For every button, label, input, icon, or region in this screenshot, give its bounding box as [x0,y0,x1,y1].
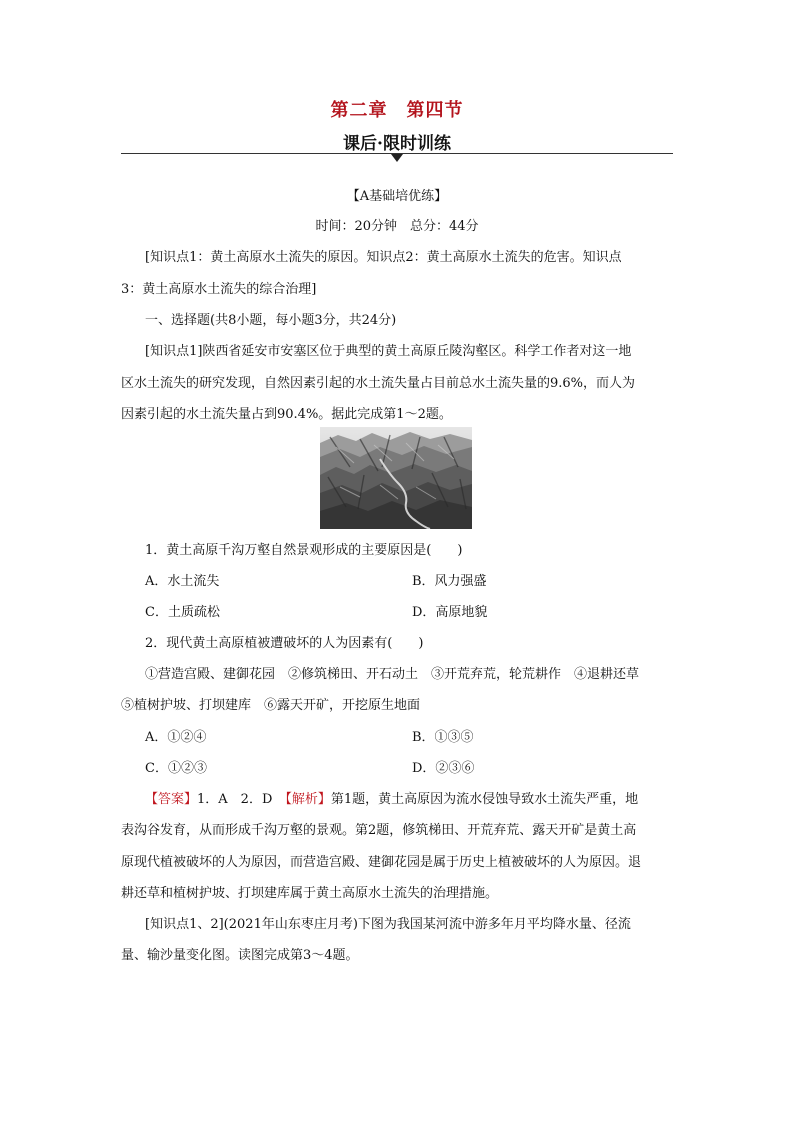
knowledge-points-line1: [知识点1：黄土高原水土流失的原因。知识点2：黄土高原水土流失的危害。知识点 [145,250,622,265]
time-info: 时间：20分钟 总分：44分 [315,219,479,234]
q2-items-line2: ⑤植树护坡、打坝建库 ⑥露天开矿，开挖原生地面 [121,698,421,713]
q1-option-a: A．水土流失 [145,574,220,589]
passage1-line3: 因素引起的水土流失量占到90.4%。据此完成第1～2题。 [121,407,452,422]
passage1-line2: 区水土流失的研究发现，自然因素引起的水土流失量占目前总水土流失量的9.6%，而人为 [121,376,636,391]
knowledge-points-line2: 3：黄土高原水土流失的综合治理] [121,282,317,297]
passage2-line2: 量、输沙量变化图。读图完成第3～4题。 [121,948,359,963]
analysis-text-line4: 耕还草和植树护坡、打坝建库属于黄土高原水土流失的治理措施。 [121,886,499,901]
analysis-text-line3: 原现代植被破坏的人为原因，而营造宫殿、建御花园是属于历史上植被破坏的人为原因。退 [121,855,642,870]
q1-option-d: D．高原地貌 [412,605,488,620]
q2-items-line1: ①营造宫殿、建御花园 ②修筑梯田、开石动土 ③开荒弃荒，轮荒耕作 ④退耕还草 [145,667,640,682]
practice-level-label: 【A基础培优练】 [346,189,448,204]
analysis-text-line1: 第1题，黄土高原因为流水侵蚀导致水土流失严重，地 [330,792,639,807]
passage1-line1: [知识点1]陕西省延安市安塞区位于典型的黄土高原丘陵沟壑区。科学工作者对这一地 [145,344,632,359]
answer-values: 1．A 2．D [197,792,286,807]
passage2-line1: [知识点1、2](2021年山东枣庄月考)下图为我国某河流中游多年月平均降水量、径流 [145,917,631,932]
q2-option-b: B．①③⑤ [412,730,474,745]
q2-option-a: A．①②④ [145,730,207,745]
section-subtitle: 课后·限时训练 [343,134,451,154]
analysis-text-line2: 表沟谷发育，从而形成千沟万壑的景观。第2题，修筑梯田、开荒弃荒、露天开矿是黄土高 [121,823,637,838]
analysis-label: 【解析】 [285,792,331,807]
q1-stem: 1．黄土高原千沟万壑自然景观形成的主要原因是( ) [145,543,463,558]
chapter-title: 第二章 第四节 [330,100,464,121]
q2-option-c: C．①②③ [145,761,207,776]
q1-option-b: B．风力强盛 [412,574,487,589]
answer-label: 【答案】 [145,792,198,807]
q2-option-d: D．②③⑥ [412,761,475,776]
q1-option-c: C．土质疏松 [145,605,220,620]
loess-plateau-photo [320,427,472,529]
part-heading: 一、选择题(共8小题，每小题3分，共24分) [145,313,397,328]
answer-line1 [145,788,675,807]
rule-triangle-icon [391,154,403,162]
q2-stem: 2．现代黄土高原植被遭破坏的人为因素有( ) [145,636,424,651]
